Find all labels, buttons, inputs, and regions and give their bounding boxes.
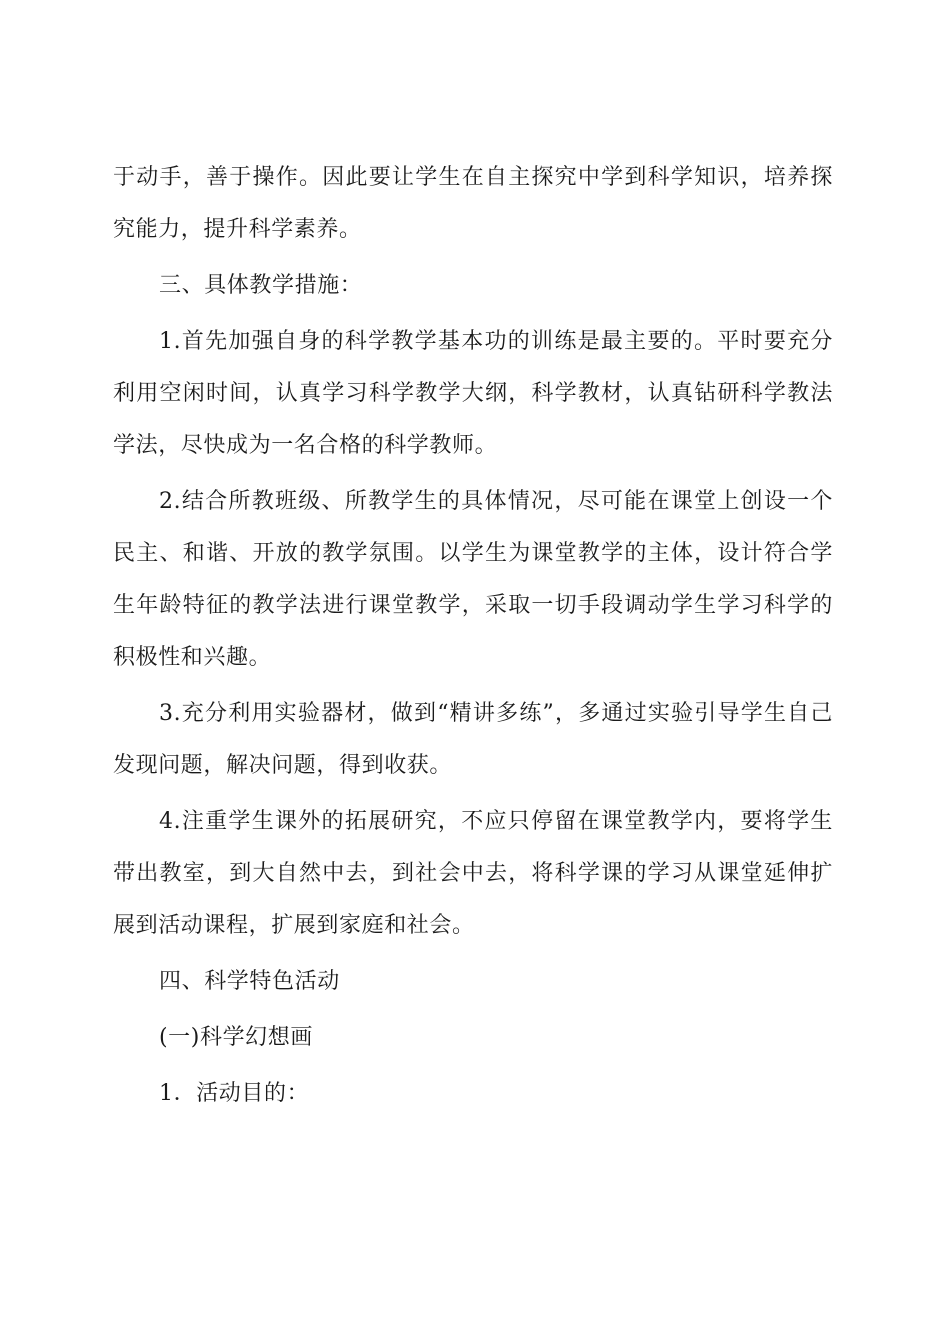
measure-item-4: 4.注重学生课外的拓展研究，不应只停留在课堂教学内，要将学生带出教室，到大自然中去，到社会中去，将科学课的学习从课堂延伸扩展到活动课程，扩展到家庭和社会。 [113, 809, 833, 938]
subsection-heading-fantasy-drawing: (一)科学幻想画 [159, 1025, 313, 1050]
document-body [113, 152, 833, 1124]
section-heading-science-activities: 四、科学特色活动 [159, 969, 340, 994]
measure-item-2: 2.结合所教班级、所教学生的具体情况，尽可能在课堂上创设一个民主、和谐、开放的教学氛围。以学生为课堂教学的主体，设计符合学生年龄特征的教学法进行课堂教学，采取一切手段调动学生学习科学的积极性和兴趣。 [113, 489, 833, 670]
activity-purpose-heading: 1．活动目的： [159, 1081, 310, 1106]
section-heading-teaching-measures: 三、具体教学措施： [159, 273, 363, 298]
paragraph-continuation: 于动手，善于操作。因此要让学生在自主探究中学到科学知识，培养探究能力，提升科学素养。 [113, 165, 833, 242]
measure-item-3: 3.充分利用实验器材，做到“精讲多练”，多通过实验引导学生自己发现问题，解决问题，得到收获。 [113, 701, 833, 778]
measure-item-1: 1.首先加强自身的科学教学基本功的训练是最主要的。平时要充分利用空闲时间，认真学习科学教学大纲，科学教材，认真钻研科学教法学法，尽快成为一名合格的科学教师。 [113, 329, 833, 458]
